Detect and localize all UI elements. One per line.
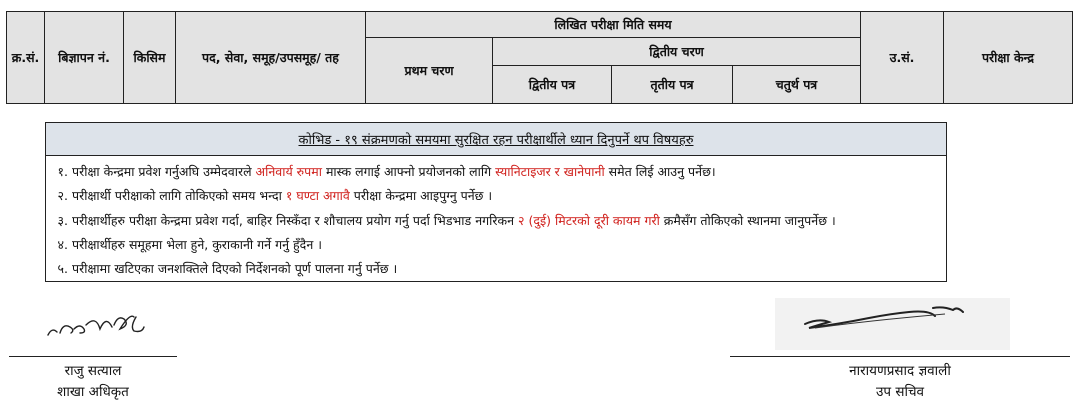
- notice-item: [46, 233, 946, 257]
- header-post: पद, सेवा, समूह/उपसमूह/ तह: [176, 12, 366, 104]
- notice-highlight-text: २ (दुई) मिटरको दूरी कायम गरी: [518, 212, 660, 228]
- notice-item-text: [72, 160, 716, 184]
- notice-item-number: ३.: [57, 212, 68, 228]
- notice-item-number: ५.: [57, 261, 68, 277]
- covid-notice-box: [45, 122, 947, 282]
- notice-text: समेत लिई आउनु पर्नेछ।: [604, 164, 716, 179]
- right-signature-line: [730, 356, 1070, 357]
- notice-highlight-text: स्यानिटाइजर र खानेपानी: [495, 164, 605, 179]
- left-signature-image: [40, 305, 160, 345]
- notice-title: कोभिड - १९ संक्रमणको समयमा सुरक्षित रहन परीक्षार्थीले ध्यान दिनुपर्ने थप विषयहरु: [46, 123, 946, 156]
- notice-text: परीक्षा केन्द्रमा आइपुग्नु पर्नेछ ।: [349, 188, 493, 204]
- notice-text: परीक्षार्थी परीक्षाको लागि तोकिएको समय भन्दा: [72, 188, 286, 204]
- right-signatory-title: उप सचिव: [875, 384, 925, 400]
- notice-text: मास्क लगाई आफ्नो प्रयोजनको लागि: [321, 164, 496, 179]
- notice-item-text: [72, 184, 492, 208]
- notice-item-number: ४.: [57, 236, 68, 252]
- notice-text: क्रमैसँग तोकिएको स्थानमा जानुपर्नेछ ।: [659, 212, 836, 228]
- notice-text: परीक्षामा खटिएका जनशक्तिले दिएको निर्देशनको पूर्ण पालना गर्नु पर्नेछ ।: [72, 261, 398, 277]
- notice-item-text: [72, 209, 836, 233]
- notice-text: परीक्षा केन्द्रमा प्रवेश गर्नुअघि उम्मेदवारले: [72, 164, 256, 179]
- left-signatory-name: राजु सत्याल: [64, 363, 122, 379]
- header-first-phase: प्रथम चरण: [366, 38, 493, 104]
- notice-text: परीक्षार्थीहरु समूहमा भेला हुने, कुराकानी गर्ने गर्नु हुँदैन ।: [72, 236, 322, 252]
- left-signature-line: [9, 356, 177, 357]
- header-roll-no: उ.सं.: [861, 12, 944, 104]
- header-paper-2: द्वितीय पत्र: [493, 66, 612, 104]
- header-ad-no: बिज्ञापन नं.: [45, 12, 124, 104]
- notice-list: [46, 156, 946, 281]
- notice-highlight-text: अनिवार्य रुपमा: [255, 164, 322, 179]
- notice-text: परीक्षार्थीहरु परीक्षा केन्द्रमा प्रवेश गर्दा, बाहिर निस्कँदा र शौचालय प्रयोग गर्नु पर्दा भिडभाड नगरिकन: [72, 212, 519, 228]
- notice-item-number: १.: [57, 164, 68, 179]
- notice-highlight-text: १ घण्टा अगावै: [285, 188, 350, 204]
- header-paper-4: चतुर्थ पत्र: [733, 66, 861, 104]
- header-schedule: लिखित परीक्षा मिति समय: [366, 12, 861, 38]
- header-second-phase: द्वितीय चरण: [493, 38, 861, 66]
- exam-schedule-table: [6, 11, 1073, 104]
- left-signatory-title: शाखा अधिकृत: [57, 384, 129, 400]
- notice-item: [46, 209, 946, 233]
- right-signature-image: [775, 298, 1010, 350]
- notice-item: [46, 184, 946, 208]
- right-signatory-name: नारायणप्रसाद ज्ञवाली: [849, 363, 951, 379]
- notice-item: [46, 257, 946, 281]
- notice-item-text: [72, 257, 397, 281]
- header-serial: क्र.सं.: [7, 12, 45, 104]
- notice-item-text: [72, 233, 322, 257]
- header-type: किसिम: [124, 12, 176, 104]
- notice-item: [46, 160, 946, 184]
- header-paper-3: तृतीय पत्र: [612, 66, 733, 104]
- header-center: परीक्षा केन्द्र: [944, 12, 1073, 104]
- notice-item-number: २.: [57, 188, 68, 204]
